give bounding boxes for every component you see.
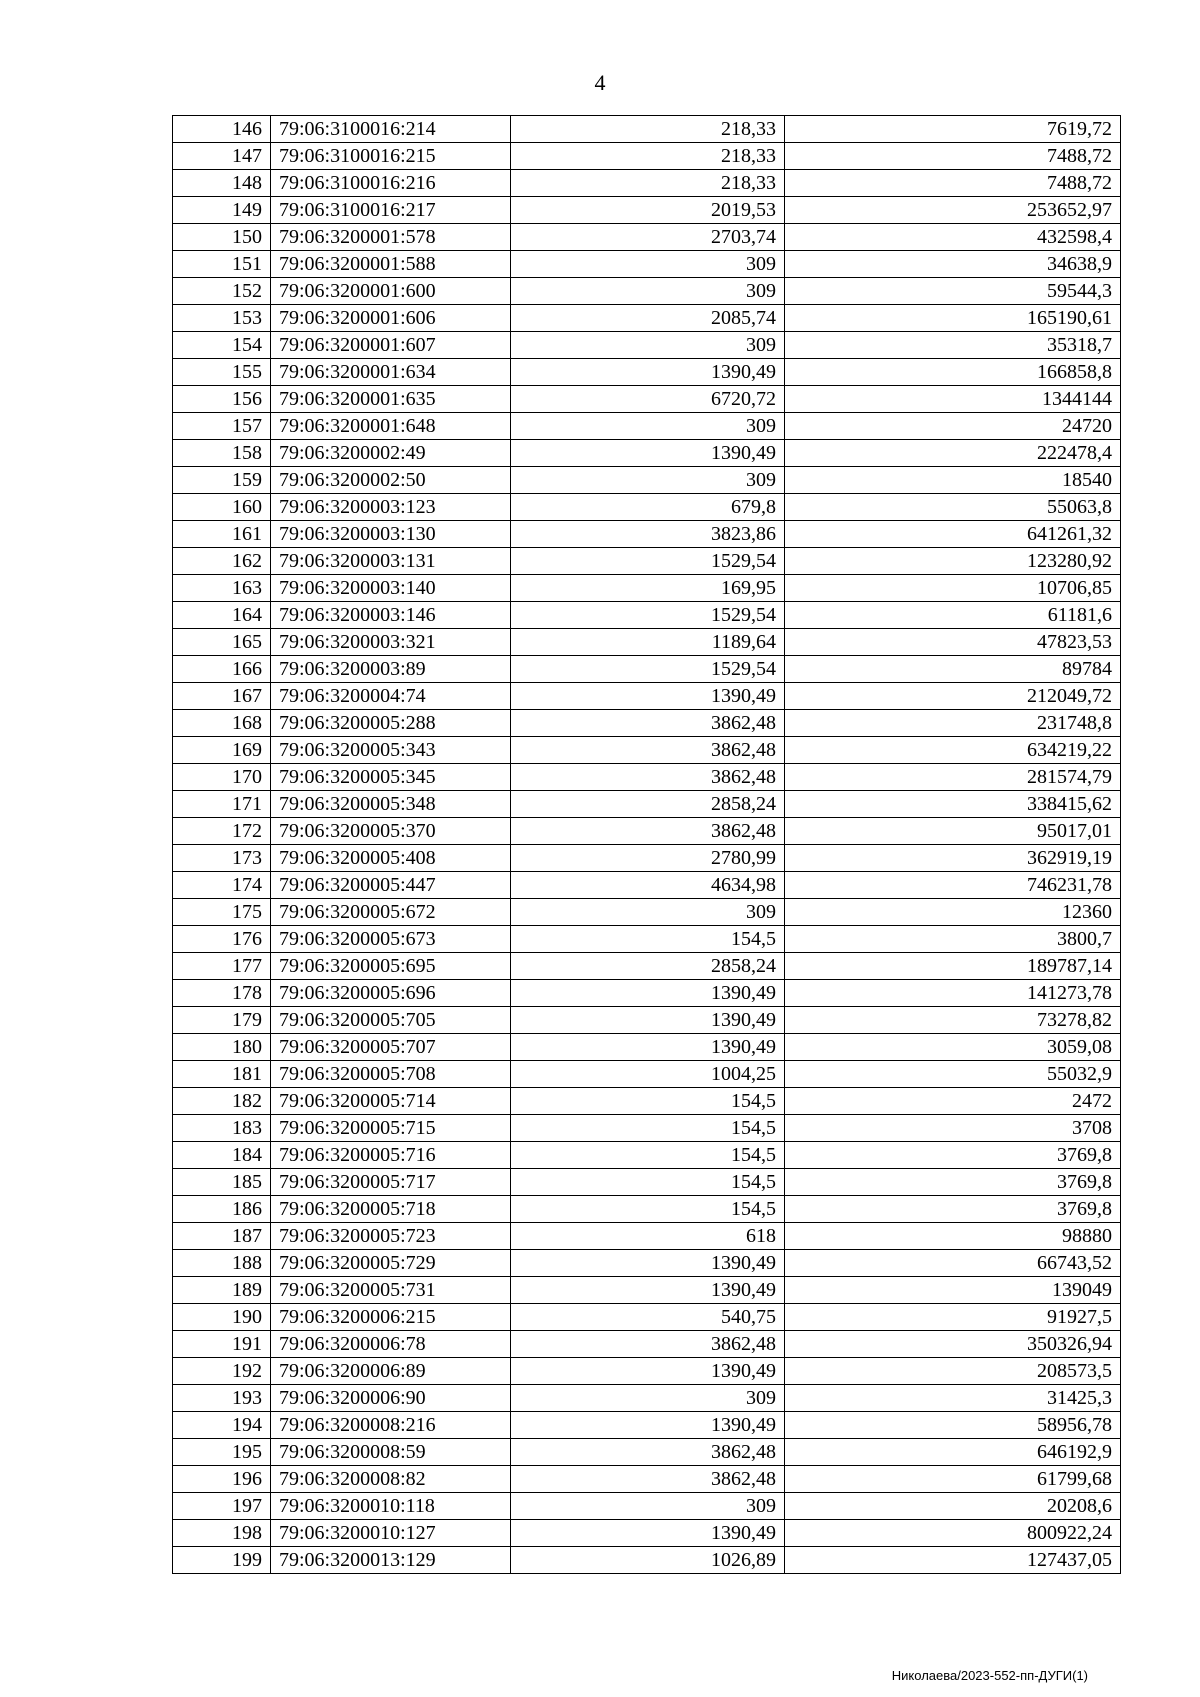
table-row [173, 359, 1121, 386]
value-cell: 3769,8 [785, 1196, 1121, 1223]
row-number-cell: 193 [173, 1385, 271, 1412]
value-cell: 123280,92 [785, 548, 1121, 575]
row-number-cell: 198 [173, 1520, 271, 1547]
cadastral-number-cell: 79:06:3200003:146 [271, 602, 511, 629]
area-cell: 1529,54 [511, 548, 785, 575]
row-number-cell: 187 [173, 1223, 271, 1250]
value-cell: 208573,5 [785, 1358, 1121, 1385]
cadastral-number-cell: 79:06:3200005:408 [271, 845, 511, 872]
row-number-cell: 151 [173, 251, 271, 278]
area-cell: 3862,48 [511, 1466, 785, 1493]
value-cell: 7488,72 [785, 170, 1121, 197]
table-row [173, 1520, 1121, 1547]
area-cell: 4634,98 [511, 872, 785, 899]
cadastral-number-cell: 79:06:3100016:215 [271, 143, 511, 170]
table-row [173, 1034, 1121, 1061]
area-cell: 3862,48 [511, 1331, 785, 1358]
area-cell: 309 [511, 899, 785, 926]
row-number-cell: 196 [173, 1466, 271, 1493]
cadastral-number-cell: 79:06:3200005:696 [271, 980, 511, 1007]
value-cell: 3708 [785, 1115, 1121, 1142]
area-cell: 154,5 [511, 1088, 785, 1115]
row-number-cell: 175 [173, 899, 271, 926]
table-row [173, 899, 1121, 926]
area-cell: 1390,49 [511, 1412, 785, 1439]
area-cell: 3823,86 [511, 521, 785, 548]
value-cell: 2472 [785, 1088, 1121, 1115]
table-row [173, 386, 1121, 413]
value-cell: 98880 [785, 1223, 1121, 1250]
value-cell: 59544,3 [785, 278, 1121, 305]
table-row [173, 1223, 1121, 1250]
table-row [173, 1115, 1121, 1142]
cadastral-number-cell: 79:06:3200002:50 [271, 467, 511, 494]
row-number-cell: 157 [173, 413, 271, 440]
table-row [173, 764, 1121, 791]
value-cell: 35318,7 [785, 332, 1121, 359]
area-cell: 154,5 [511, 1115, 785, 1142]
cadastral-number-cell: 79:06:3200001:578 [271, 224, 511, 251]
area-cell: 1026,89 [511, 1547, 785, 1574]
table-row [173, 926, 1121, 953]
value-cell: 166858,8 [785, 359, 1121, 386]
value-cell: 3800,7 [785, 926, 1121, 953]
row-number-cell: 165 [173, 629, 271, 656]
table-row [173, 1169, 1121, 1196]
cadastral-number-cell: 79:06:3200005:723 [271, 1223, 511, 1250]
value-cell: 231748,8 [785, 710, 1121, 737]
table-row [173, 224, 1121, 251]
row-number-cell: 177 [173, 953, 271, 980]
row-number-cell: 183 [173, 1115, 271, 1142]
cadastral-number-cell: 79:06:3200006:215 [271, 1304, 511, 1331]
row-number-cell: 188 [173, 1250, 271, 1277]
table-row [173, 737, 1121, 764]
area-cell: 1004,25 [511, 1061, 785, 1088]
row-number-cell: 176 [173, 926, 271, 953]
cadastral-number-cell: 79:06:3200008:216 [271, 1412, 511, 1439]
cadastral-number-cell: 79:06:3200005:705 [271, 1007, 511, 1034]
value-cell: 800922,24 [785, 1520, 1121, 1547]
value-cell: 3769,8 [785, 1142, 1121, 1169]
cadastral-number-cell: 79:06:3200005:714 [271, 1088, 511, 1115]
area-cell: 309 [511, 413, 785, 440]
cadastral-number-cell: 79:06:3200003:130 [271, 521, 511, 548]
table-row [173, 1007, 1121, 1034]
row-number-cell: 148 [173, 170, 271, 197]
area-cell: 3862,48 [511, 710, 785, 737]
table-row [173, 116, 1121, 143]
cadastral-number-cell: 79:06:3200005:708 [271, 1061, 511, 1088]
table-row [173, 1412, 1121, 1439]
value-cell: 47823,53 [785, 629, 1121, 656]
cadastral-number-cell: 79:06:3200003:140 [271, 575, 511, 602]
value-cell: 362919,19 [785, 845, 1121, 872]
cadastral-number-cell: 79:06:3200006:89 [271, 1358, 511, 1385]
area-cell: 154,5 [511, 1169, 785, 1196]
table-row [173, 1088, 1121, 1115]
cadastral-number-cell: 79:06:3200005:447 [271, 872, 511, 899]
value-cell: 12360 [785, 899, 1121, 926]
row-number-cell: 168 [173, 710, 271, 737]
cadastral-number-cell: 79:06:3200005:288 [271, 710, 511, 737]
cadastral-number-cell: 79:06:3200006:78 [271, 1331, 511, 1358]
area-cell: 309 [511, 251, 785, 278]
table-row [173, 278, 1121, 305]
cadastral-number-cell: 79:06:3200005:343 [271, 737, 511, 764]
value-cell: 338415,62 [785, 791, 1121, 818]
cadastral-number-cell: 79:06:3200001:588 [271, 251, 511, 278]
row-number-cell: 160 [173, 494, 271, 521]
value-cell: 91927,5 [785, 1304, 1121, 1331]
table-row [173, 953, 1121, 980]
cadastral-number-cell: 79:06:3200005:673 [271, 926, 511, 953]
table-row [173, 818, 1121, 845]
row-number-cell: 159 [173, 467, 271, 494]
cadastral-number-cell: 79:06:3200005:672 [271, 899, 511, 926]
cadastral-number-cell: 79:06:3200008:59 [271, 1439, 511, 1466]
document-footer-reference: Николаева/2023-552-пп-ДУГИ(1) [891, 1668, 1088, 1683]
table-row [173, 521, 1121, 548]
value-cell: 281574,79 [785, 764, 1121, 791]
table-row [173, 1493, 1121, 1520]
value-cell: 634219,22 [785, 737, 1121, 764]
area-cell: 309 [511, 1385, 785, 1412]
cadastral-number-cell: 79:06:3200005:348 [271, 791, 511, 818]
value-cell: 3059,08 [785, 1034, 1121, 1061]
row-number-cell: 163 [173, 575, 271, 602]
value-cell: 1344144 [785, 386, 1121, 413]
value-cell: 746231,78 [785, 872, 1121, 899]
cadastral-number-cell: 79:06:3200003:123 [271, 494, 511, 521]
value-cell: 641261,32 [785, 521, 1121, 548]
value-cell: 31425,3 [785, 1385, 1121, 1412]
area-cell: 1529,54 [511, 602, 785, 629]
row-number-cell: 180 [173, 1034, 271, 1061]
table-row [173, 251, 1121, 278]
cadastral-number-cell: 79:06:3100016:214 [271, 116, 511, 143]
value-cell: 139049 [785, 1277, 1121, 1304]
table-row [173, 1196, 1121, 1223]
table-row [173, 1061, 1121, 1088]
cadastral-number-cell: 79:06:3200010:118 [271, 1493, 511, 1520]
cadastral-number-cell: 79:06:3200005:707 [271, 1034, 511, 1061]
area-cell: 218,33 [511, 170, 785, 197]
area-cell: 169,95 [511, 575, 785, 602]
row-number-cell: 199 [173, 1547, 271, 1574]
value-cell: 61181,6 [785, 602, 1121, 629]
value-cell: 73278,82 [785, 1007, 1121, 1034]
cadastral-number-cell: 79:06:3200001:635 [271, 386, 511, 413]
row-number-cell: 190 [173, 1304, 271, 1331]
row-number-cell: 169 [173, 737, 271, 764]
cadastral-number-cell: 79:06:3200006:90 [271, 1385, 511, 1412]
cadastral-number-cell: 79:06:3200005:716 [271, 1142, 511, 1169]
table-row [173, 305, 1121, 332]
value-cell: 253652,97 [785, 197, 1121, 224]
value-cell: 222478,4 [785, 440, 1121, 467]
row-number-cell: 162 [173, 548, 271, 575]
table-row [173, 1385, 1121, 1412]
table-row [173, 1250, 1121, 1277]
area-cell: 2703,74 [511, 224, 785, 251]
row-number-cell: 178 [173, 980, 271, 1007]
area-cell: 1390,49 [511, 1277, 785, 1304]
cadastral-number-cell: 79:06:3200001:600 [271, 278, 511, 305]
cadastral-number-cell: 79:06:3200005:729 [271, 1250, 511, 1277]
table-row [173, 1331, 1121, 1358]
area-cell: 2858,24 [511, 953, 785, 980]
cadastral-number-cell: 79:06:3200003:131 [271, 548, 511, 575]
cadastral-number-cell: 79:06:3200013:129 [271, 1547, 511, 1574]
row-number-cell: 186 [173, 1196, 271, 1223]
table-row [173, 791, 1121, 818]
area-cell: 1390,49 [511, 980, 785, 1007]
value-cell: 127437,05 [785, 1547, 1121, 1574]
table-row [173, 143, 1121, 170]
row-number-cell: 189 [173, 1277, 271, 1304]
value-cell: 55032,9 [785, 1061, 1121, 1088]
table-row [173, 1277, 1121, 1304]
area-cell: 540,75 [511, 1304, 785, 1331]
row-number-cell: 170 [173, 764, 271, 791]
area-cell: 3862,48 [511, 1439, 785, 1466]
row-number-cell: 171 [173, 791, 271, 818]
cadastral-number-cell: 79:06:3200001:606 [271, 305, 511, 332]
table-row [173, 1466, 1121, 1493]
area-cell: 2019,53 [511, 197, 785, 224]
row-number-cell: 192 [173, 1358, 271, 1385]
row-number-cell: 153 [173, 305, 271, 332]
table-row [173, 710, 1121, 737]
row-number-cell: 194 [173, 1412, 271, 1439]
value-cell: 165190,61 [785, 305, 1121, 332]
table-row [173, 656, 1121, 683]
row-number-cell: 164 [173, 602, 271, 629]
row-number-cell: 154 [173, 332, 271, 359]
row-number-cell: 181 [173, 1061, 271, 1088]
cadastral-number-cell: 79:06:3200004:74 [271, 683, 511, 710]
value-cell: 95017,01 [785, 818, 1121, 845]
row-number-cell: 156 [173, 386, 271, 413]
row-number-cell: 161 [173, 521, 271, 548]
row-number-cell: 147 [173, 143, 271, 170]
row-number-cell: 191 [173, 1331, 271, 1358]
cadastral-number-cell: 79:06:3200005:718 [271, 1196, 511, 1223]
table-row [173, 467, 1121, 494]
cadastral-number-cell: 79:06:3100016:217 [271, 197, 511, 224]
value-cell: 10706,85 [785, 575, 1121, 602]
value-cell: 55063,8 [785, 494, 1121, 521]
table-row [173, 845, 1121, 872]
area-cell: 2780,99 [511, 845, 785, 872]
row-number-cell: 195 [173, 1439, 271, 1466]
row-number-cell: 184 [173, 1142, 271, 1169]
area-cell: 1529,54 [511, 656, 785, 683]
value-cell: 432598,4 [785, 224, 1121, 251]
cadastral-number-cell: 79:06:3200001:648 [271, 413, 511, 440]
table-row [173, 440, 1121, 467]
page-number: 4 [594, 70, 606, 95]
table-row [173, 1547, 1121, 1574]
parcel-table [172, 115, 1121, 1574]
cadastral-number-cell: 79:06:3200003:321 [271, 629, 511, 656]
area-cell: 2085,74 [511, 305, 785, 332]
value-cell: 58956,78 [785, 1412, 1121, 1439]
row-number-cell: 146 [173, 116, 271, 143]
table-row [173, 170, 1121, 197]
value-cell: 350326,94 [785, 1331, 1121, 1358]
cadastral-number-cell: 79:06:3200010:127 [271, 1520, 511, 1547]
row-number-cell: 166 [173, 656, 271, 683]
row-number-cell: 167 [173, 683, 271, 710]
table-row [173, 197, 1121, 224]
value-cell: 20208,6 [785, 1493, 1121, 1520]
row-number-cell: 185 [173, 1169, 271, 1196]
table-row [173, 602, 1121, 629]
value-cell: 646192,9 [785, 1439, 1121, 1466]
value-cell: 3769,8 [785, 1169, 1121, 1196]
row-number-cell: 149 [173, 197, 271, 224]
area-cell: 1390,49 [511, 359, 785, 386]
row-number-cell: 152 [173, 278, 271, 305]
value-cell: 212049,72 [785, 683, 1121, 710]
row-number-cell: 158 [173, 440, 271, 467]
area-cell: 618 [511, 1223, 785, 1250]
table-row [173, 413, 1121, 440]
table-row [173, 629, 1121, 656]
cadastral-number-cell: 79:06:3200005:715 [271, 1115, 511, 1142]
area-cell: 154,5 [511, 1196, 785, 1223]
row-number-cell: 182 [173, 1088, 271, 1115]
table-row [173, 872, 1121, 899]
table-row [173, 494, 1121, 521]
area-cell: 309 [511, 467, 785, 494]
table-row [173, 548, 1121, 575]
area-cell: 1390,49 [511, 1250, 785, 1277]
area-cell: 309 [511, 332, 785, 359]
cadastral-number-cell: 79:06:3200005:695 [271, 953, 511, 980]
cadastral-number-cell: 79:06:3200005:345 [271, 764, 511, 791]
cadastral-number-cell: 79:06:3200008:82 [271, 1466, 511, 1493]
area-cell: 309 [511, 278, 785, 305]
value-cell: 18540 [785, 467, 1121, 494]
cadastral-number-cell: 79:06:3200003:89 [271, 656, 511, 683]
value-cell: 7619,72 [785, 116, 1121, 143]
cadastral-number-cell: 79:06:3200001:607 [271, 332, 511, 359]
row-number-cell: 150 [173, 224, 271, 251]
row-number-cell: 197 [173, 1493, 271, 1520]
cadastral-number-cell: 79:06:3200005:731 [271, 1277, 511, 1304]
table-row [173, 1304, 1121, 1331]
area-cell: 309 [511, 1493, 785, 1520]
value-cell: 141273,78 [785, 980, 1121, 1007]
value-cell: 7488,72 [785, 143, 1121, 170]
area-cell: 1189,64 [511, 629, 785, 656]
area-cell: 1390,49 [511, 683, 785, 710]
parcel-table-body [173, 116, 1121, 1574]
cadastral-number-cell: 79:06:3200005:717 [271, 1169, 511, 1196]
table-row [173, 1358, 1121, 1385]
row-number-cell: 174 [173, 872, 271, 899]
table-row [173, 575, 1121, 602]
value-cell: 24720 [785, 413, 1121, 440]
area-cell: 3862,48 [511, 737, 785, 764]
area-cell: 1390,49 [511, 1520, 785, 1547]
row-number-cell: 173 [173, 845, 271, 872]
value-cell: 66743,52 [785, 1250, 1121, 1277]
cadastral-number-cell: 79:06:3200005:370 [271, 818, 511, 845]
cadastral-number-cell: 79:06:3100016:216 [271, 170, 511, 197]
area-cell: 679,8 [511, 494, 785, 521]
value-cell: 61799,68 [785, 1466, 1121, 1493]
area-cell: 218,33 [511, 143, 785, 170]
value-cell: 34638,9 [785, 251, 1121, 278]
area-cell: 1390,49 [511, 1358, 785, 1385]
value-cell: 89784 [785, 656, 1121, 683]
area-cell: 1390,49 [511, 440, 785, 467]
cadastral-number-cell: 79:06:3200002:49 [271, 440, 511, 467]
table-row [173, 683, 1121, 710]
row-number-cell: 179 [173, 1007, 271, 1034]
table-row [173, 332, 1121, 359]
area-cell: 1390,49 [511, 1034, 785, 1061]
area-cell: 2858,24 [511, 791, 785, 818]
table-row [173, 1439, 1121, 1466]
table-row [173, 1142, 1121, 1169]
area-cell: 3862,48 [511, 818, 785, 845]
area-cell: 218,33 [511, 116, 785, 143]
cadastral-number-cell: 79:06:3200001:634 [271, 359, 511, 386]
area-cell: 154,5 [511, 926, 785, 953]
row-number-cell: 172 [173, 818, 271, 845]
area-cell: 3862,48 [511, 764, 785, 791]
table-row [173, 980, 1121, 1007]
area-cell: 154,5 [511, 1142, 785, 1169]
row-number-cell: 155 [173, 359, 271, 386]
area-cell: 6720,72 [511, 386, 785, 413]
value-cell: 189787,14 [785, 953, 1121, 980]
area-cell: 1390,49 [511, 1007, 785, 1034]
